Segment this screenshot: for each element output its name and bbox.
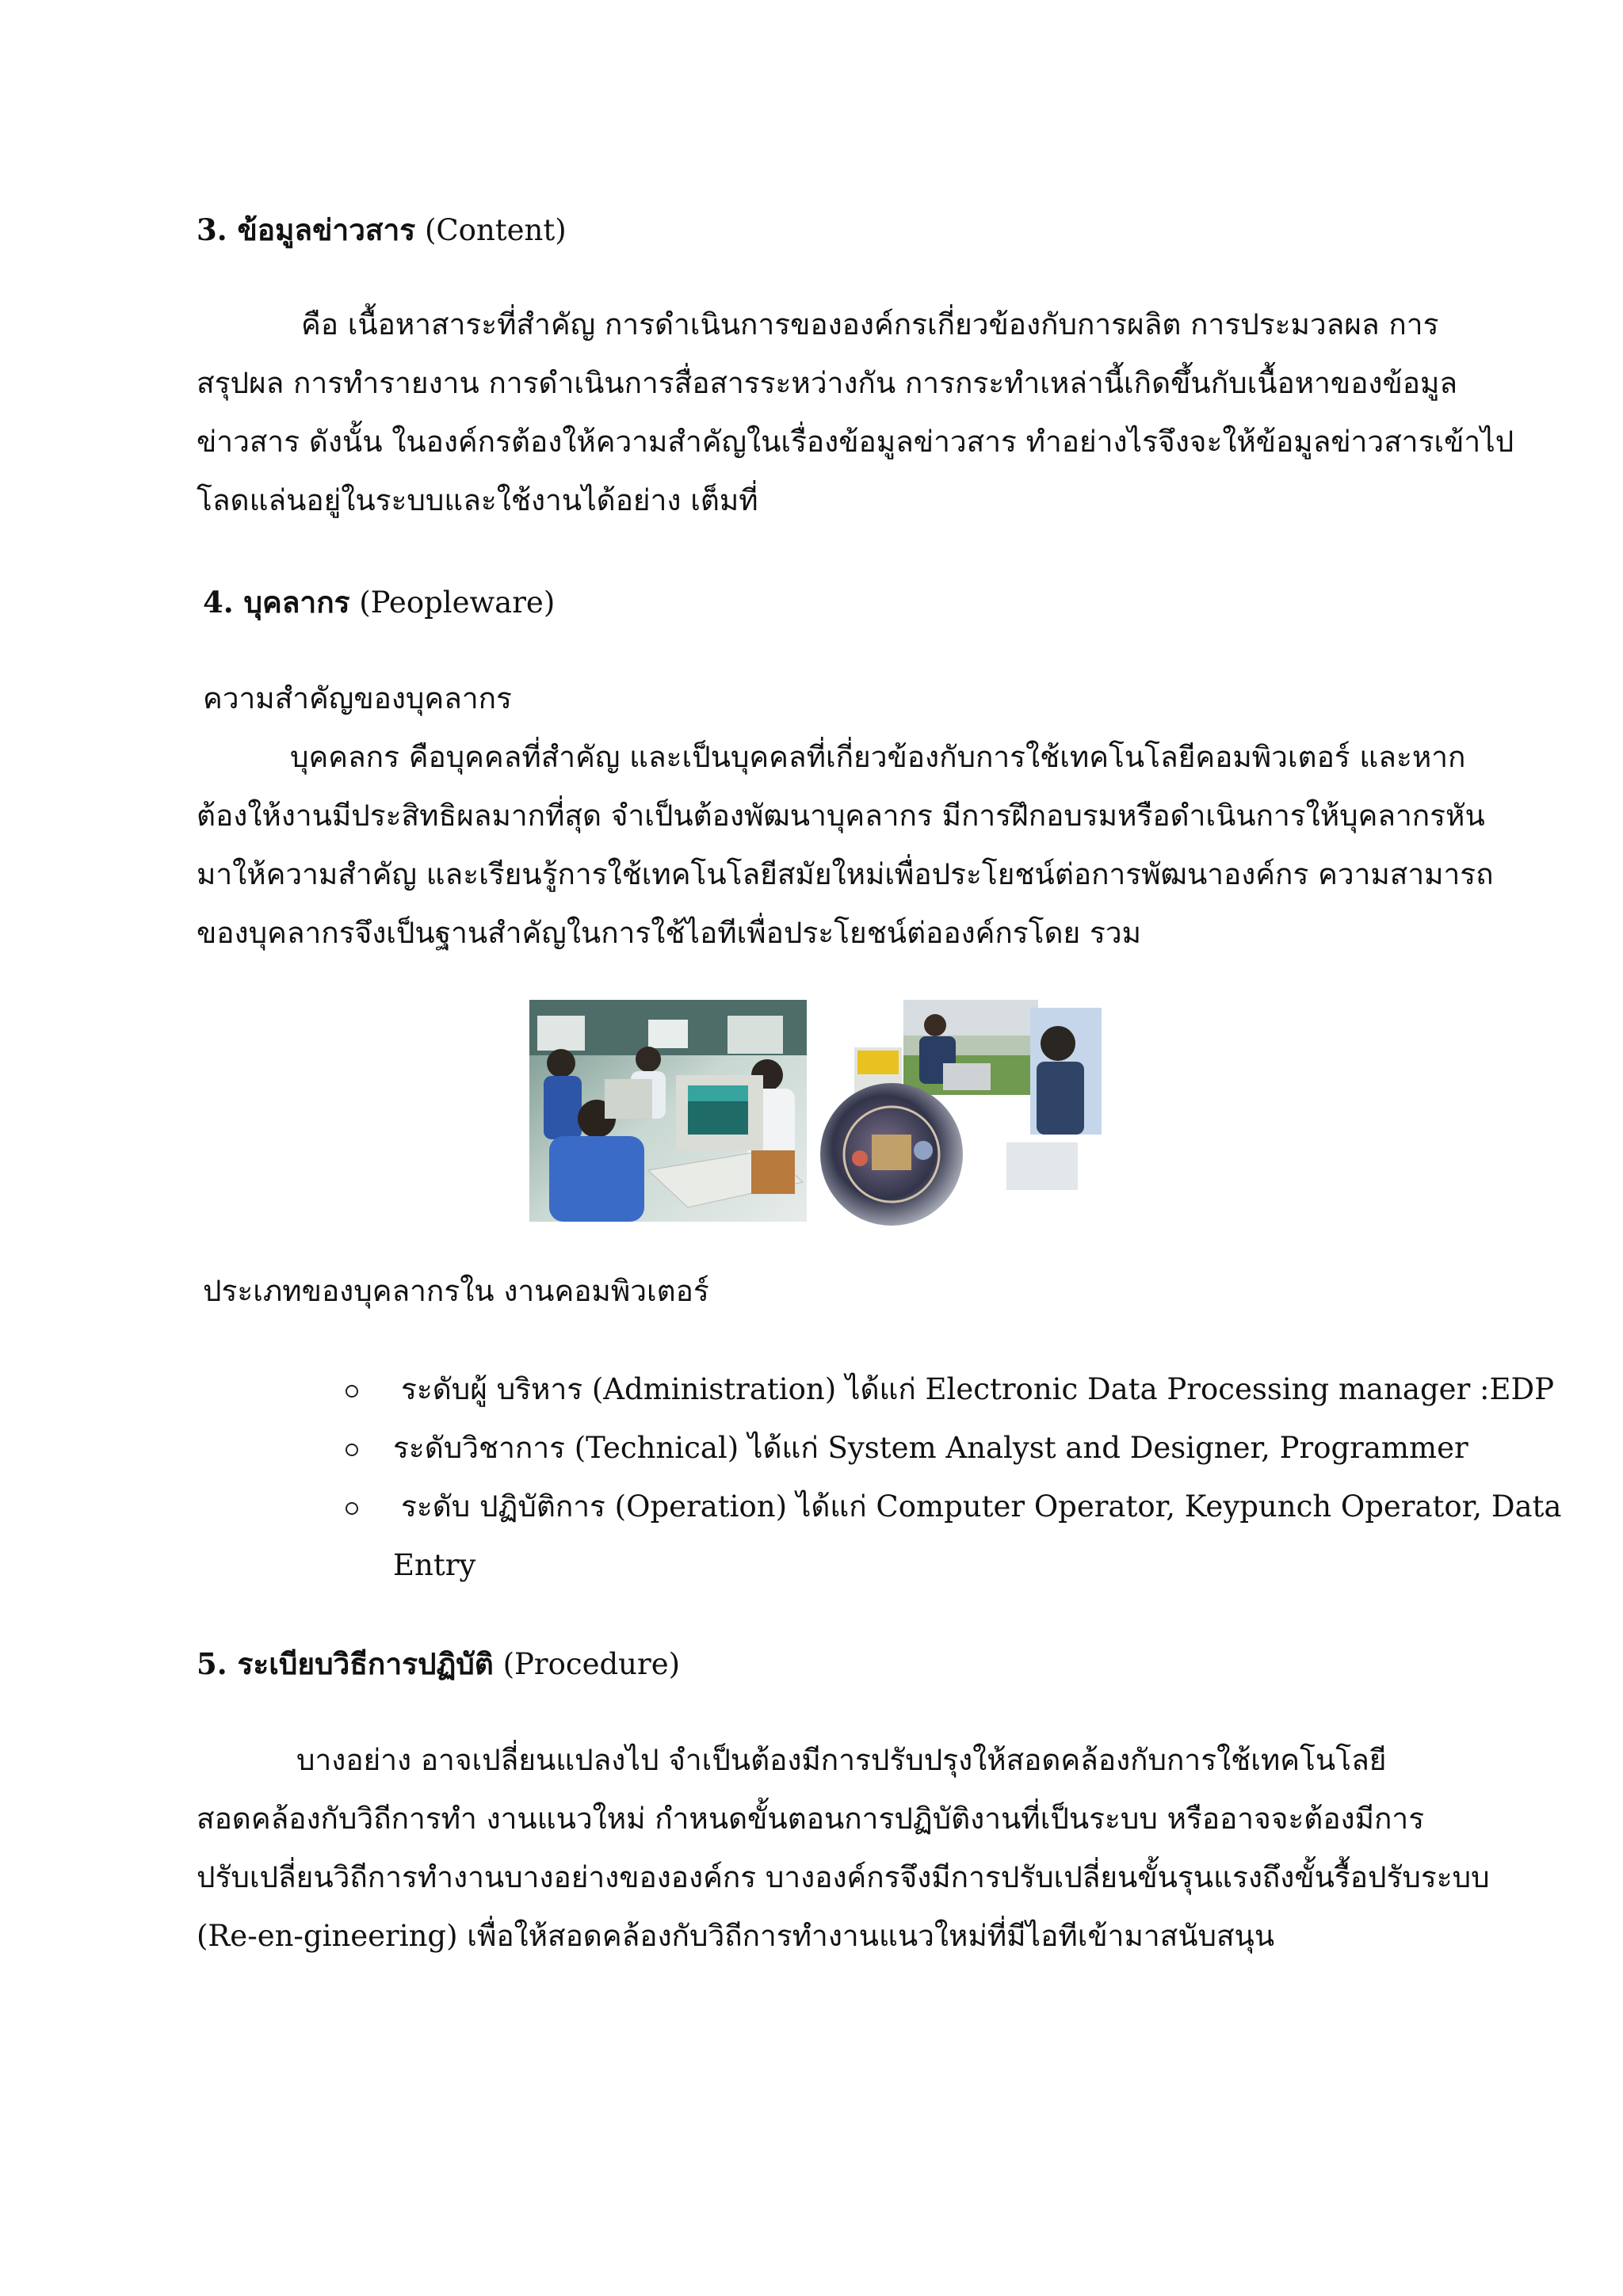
section-4-line-3: มาให้ความสำคัญ และเรียนรู้การใช้เทคโนโลยีสมัยใหม่เพื่อประโยชน์ต่อการพัฒนาองค์กร ความสามารถ (197, 857, 1494, 891)
section-4-heading-english: (Peopleware) (359, 585, 556, 620)
section-3-line-1: คือ เนื้อหาสาระที่สำคัญ การดำเนินการขององค์กรเกี่ยวข้องกับการผลิต การประมวลผล การ (301, 307, 1439, 341)
section-5-line-1: บางอย่าง อาจเปลี่ยนแปลงไป จำเป็นต้องมีการปรับปรุงให้สอดคล้องกับการใช้เทคโนโลยี (296, 1743, 1387, 1777)
section-5-line-2: สอดคล้องกับวิถีการทำ งานแนวใหม่ กำหนดขั้นตอนการปฏิบัติงานที่เป็นระบบ หรืออาจจะต้องมีการ (197, 1802, 1425, 1836)
section-5-heading-number: 5. ระเบียบวิธีการปฏิบัติ (197, 1646, 494, 1681)
bullet-circle-icon (346, 1385, 358, 1398)
section-5-line-3: ปรับเปลี่ยนวิถีการทำงานบางอย่างขององค์กร บางองค์กรจึงมีการปรับเปลี่ยนขั้นรุนแรงถึงขั้นรื้อปรับระบบ (197, 1860, 1490, 1894)
computer-lab-photo (529, 1000, 807, 1222)
section-4-line-4: ของบุคลากรจึงเป็นฐานสำคัญในการใช้ไอทีเพื่อประโยชน์ต่อองค์กรโดย รวม (197, 916, 1142, 950)
personnel-types-heading: ประเภทของบุคลากรใน งานคอมพิวเตอร์ (203, 1274, 709, 1308)
section-3-line-4: โลดแล่นอยู่ในระบบและใช้งานได้อย่าง เต็มที่ (197, 483, 758, 517)
section-4-heading-number: 4. บุคลากร (203, 585, 350, 620)
personnel-type-3-continuation: Entry (393, 1548, 476, 1582)
section-5-heading-english: (Procedure) (502, 1647, 681, 1681)
section-5-line-4: (Re-en-gineering) เพื่อให้สอดคล้องกับวิถีการทำงานแนวใหม่ที่มีไอทีเข้ามาสนับสนุน (197, 1919, 1275, 1953)
section-4-heading (203, 582, 555, 624)
section-3-line-3: ข่าวสาร ดังนั้น ในองค์กรต้องให้ความสำคัญในเรื่องข้อมูลข่าวสาร ทำอย่างไรจึงจะให้ข้อมูลข่าวสารเข้าไป (197, 425, 1514, 459)
bullet-circle-icon (346, 1502, 358, 1515)
personnel-type-2: ระดับวิชาการ (Technical) ได้แก่ System Analyst and Designer, Programmer (393, 1431, 1468, 1465)
section-4-line-2: ต้องให้งานมีประสิทธิผลมากที่สุด จำเป็นต้องพัฒนาบุคลากร มีการฝึกอบรมหรือดำเนินการให้บุคลากรหัน (197, 799, 1485, 833)
section-4-subheading: ความสำคัญของบุคลากร (203, 681, 512, 715)
technology-collage-photo (816, 1000, 1102, 1226)
section-4-line-1: บุคคลกร คือบุคคลที่สำคัญ และเป็นบุคคลที่เกี่ยวข้องกับการใช้เทคโนโลยีคอมพิวเตอร์ และหาก (290, 740, 1466, 774)
personnel-type-3: ระดับ ปฏิบัติการ (Operation) ได้แก่ Computer Operator, Keypunch Operator, Data (401, 1489, 1562, 1524)
bullet-circle-icon (346, 1444, 358, 1456)
section-3-line-2: สรุปผล การทำรายงาน การดำเนินการสื่อสารระหว่างกัน การกระทำเหล่านี้เกิดขึ้นกับเนื้อหาของข้อมูล (197, 366, 1458, 400)
personnel-type-1: ระดับผู้ บริหาร (Administration) ได้แก่ Electronic Data Processing manager :EDP (401, 1372, 1555, 1406)
section-3-heading-english: (Content) (424, 213, 567, 247)
section-3-heading (197, 209, 567, 251)
section-3-heading-number: 3. ข้อมูลข่าวสาร (197, 212, 416, 247)
section-5-heading (197, 1643, 680, 1685)
